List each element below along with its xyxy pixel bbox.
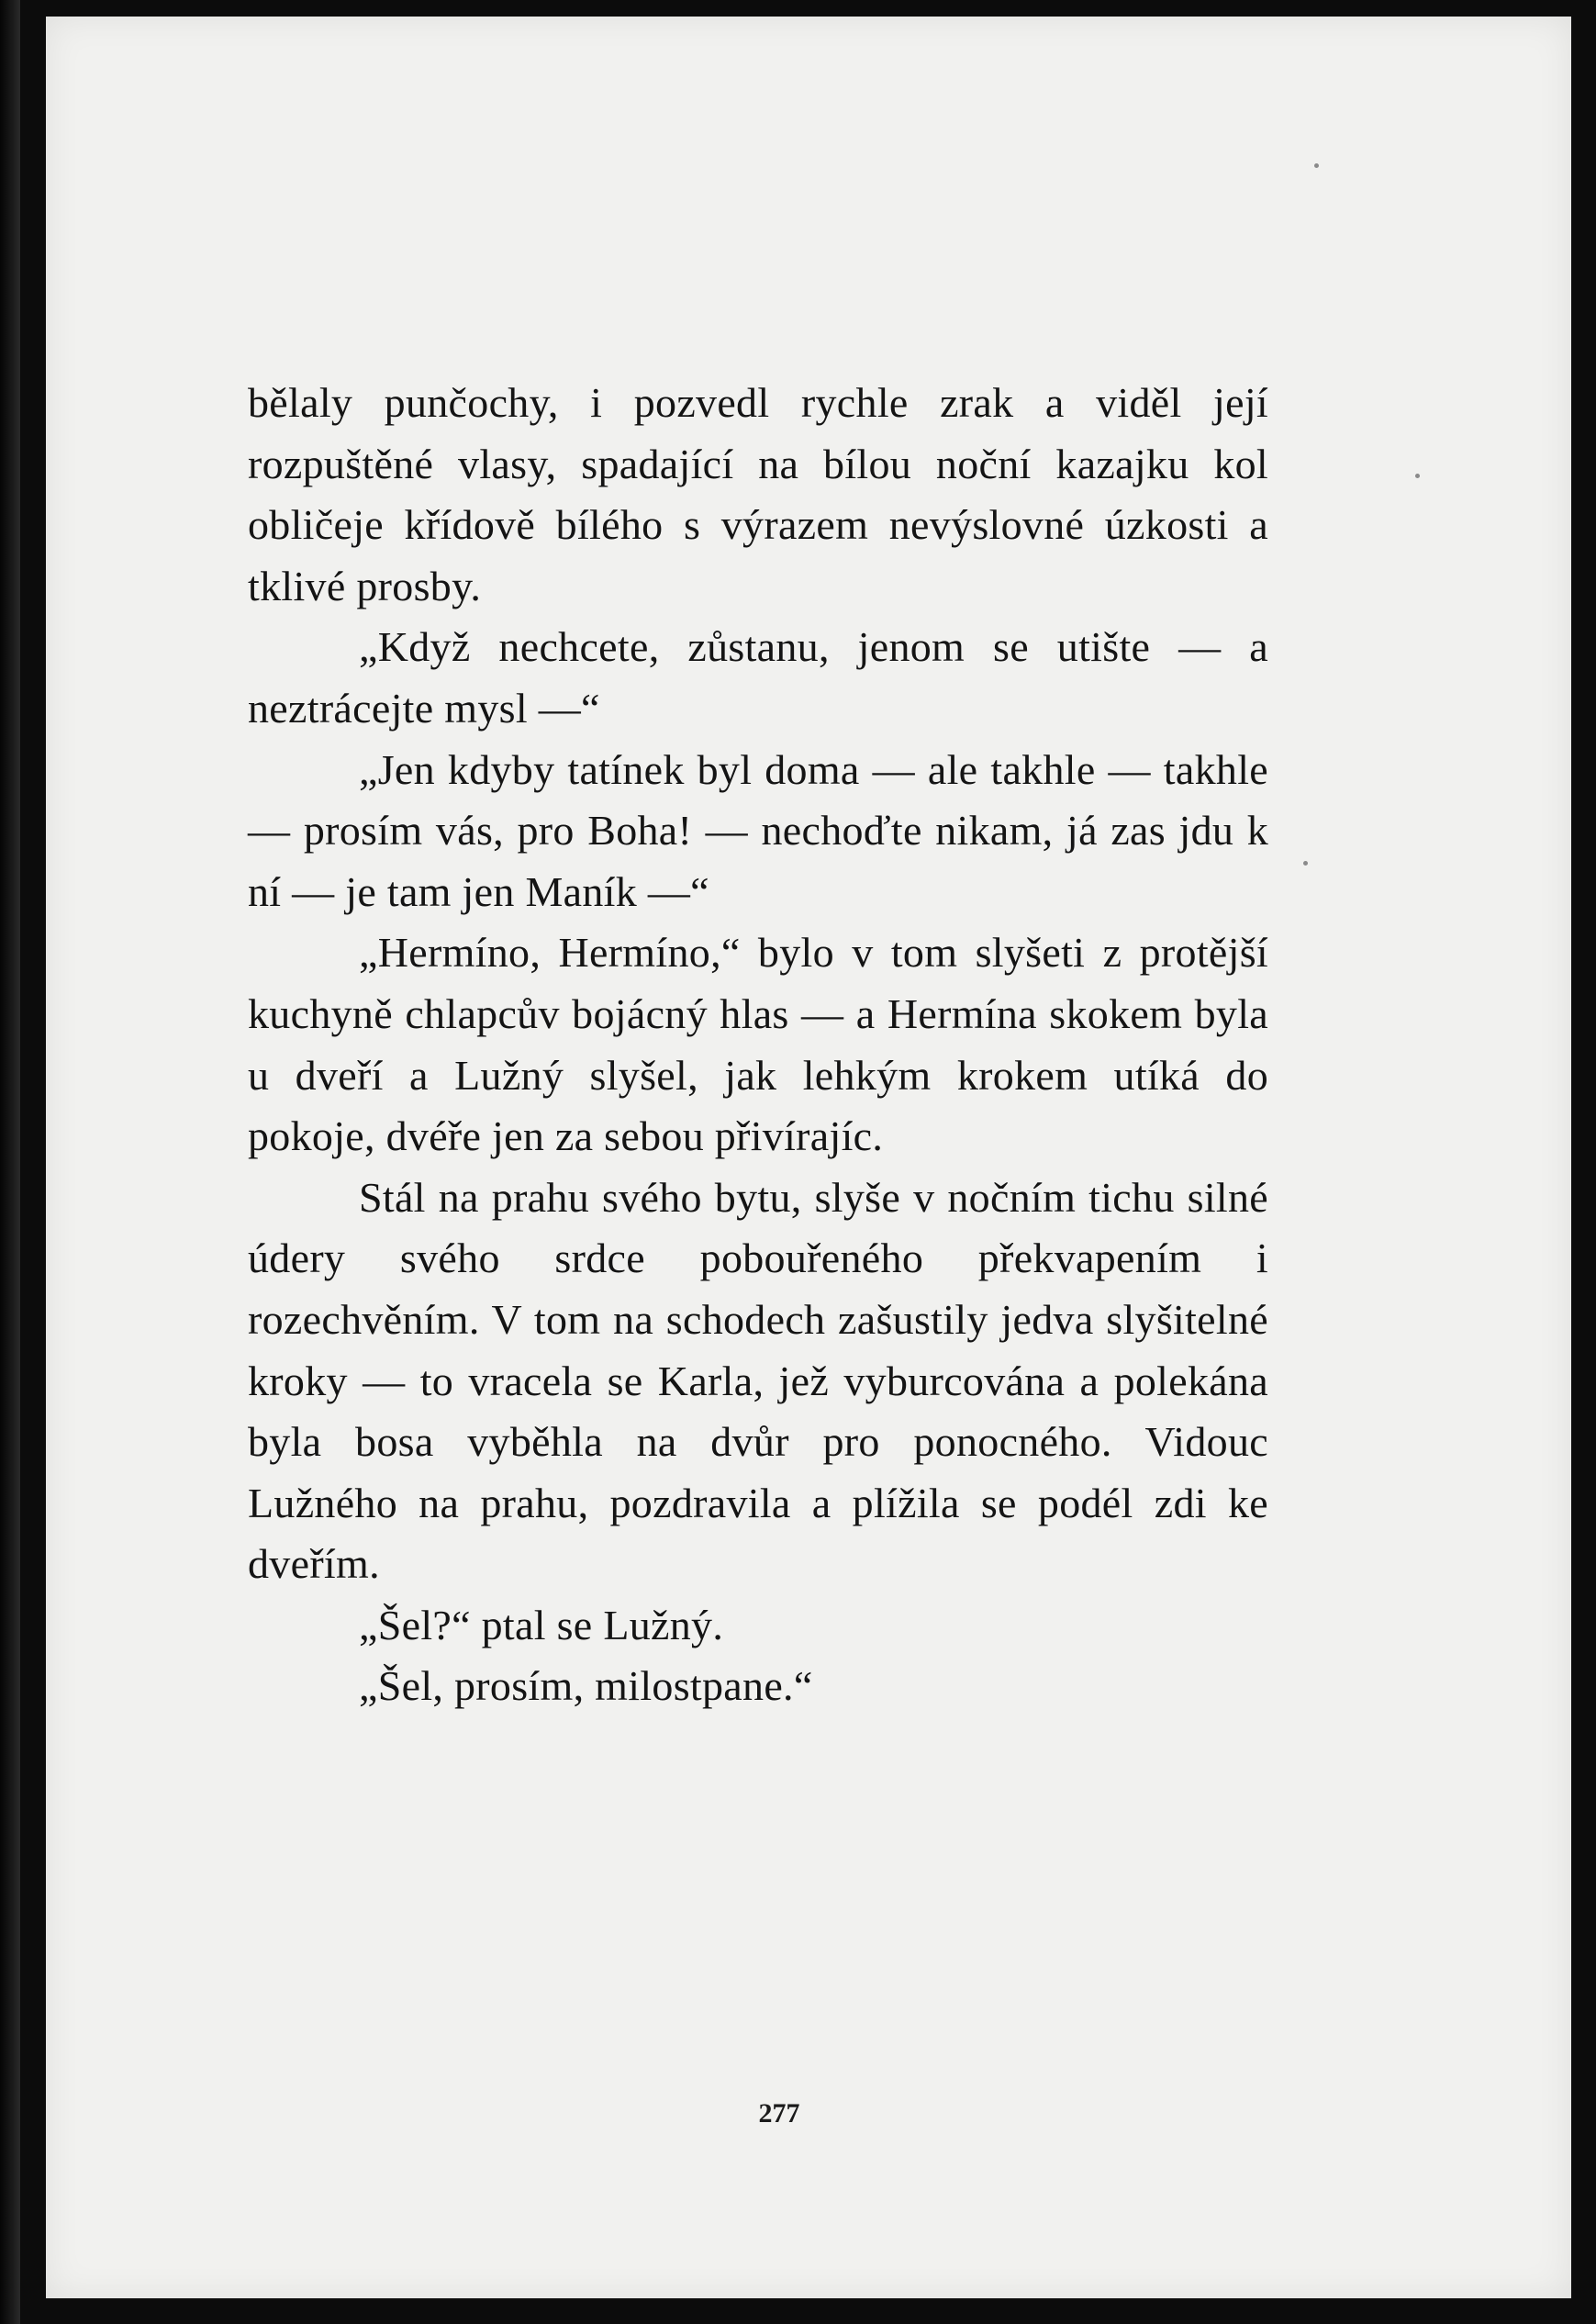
paragraph-7: „Šel, prosím, milostpane.“ — [359, 1662, 813, 1710]
binding-edge — [0, 0, 20, 2324]
body-text — [248, 373, 1268, 1717]
paper-speck — [1314, 163, 1319, 168]
book-page — [46, 17, 1571, 2298]
page-number: 277 — [758, 2098, 800, 2128]
paragraph-2: „Když nechcete, zůstanu, jenom se utište — a neztrácejte mysl —“ — [248, 623, 1268, 732]
paragraph-5: Stál na prahu svého bytu, slyše v nočním tichu silné údery svého srdce pobouřeného překvapením i rozechvěním. V tom na schodech zašustily jedva slyšitelné kroky — to vracela se Karla, jež vyburcována a polekána byla bosa vyběhla na dvůr pro ponocného. Vidouc Lužného na prahu, pozdravila a plížila se podél zdi ke dveřím. — [248, 1173, 1268, 1588]
paragraph-1: bělaly punčochy, i pozvedl rychle zrak a viděl její rozpuštěné vlasy, spadající na bílou noční kazajku kol obličeje křídově bílého s výrazem nevýslovné úzkosti a tklivé prosby. — [248, 379, 1268, 609]
paragraph-4: „Hermíno, Hermíno,“ bylo v tom slyšeti z protější kuchyně chlapcův bojácný hlas — a Hermína skokem byla u dveří a Lužný slyšel, jak lehkým krokem utíká do pokoje, dvéře jen za sebou přivírajíc. — [248, 929, 1268, 1160]
paper-speck — [1303, 861, 1308, 866]
paragraph-6: „Šel?“ ptal se Lužný. — [359, 1601, 724, 1648]
paragraph-3: „Jen kdyby tatínek byl doma — ale takhle — takhle — prosím vás, pro Boha! — nechoďte nikam, já zas jdu k ní — je tam jen Maník —“ — [248, 745, 1268, 915]
paper-speck — [1415, 474, 1420, 478]
